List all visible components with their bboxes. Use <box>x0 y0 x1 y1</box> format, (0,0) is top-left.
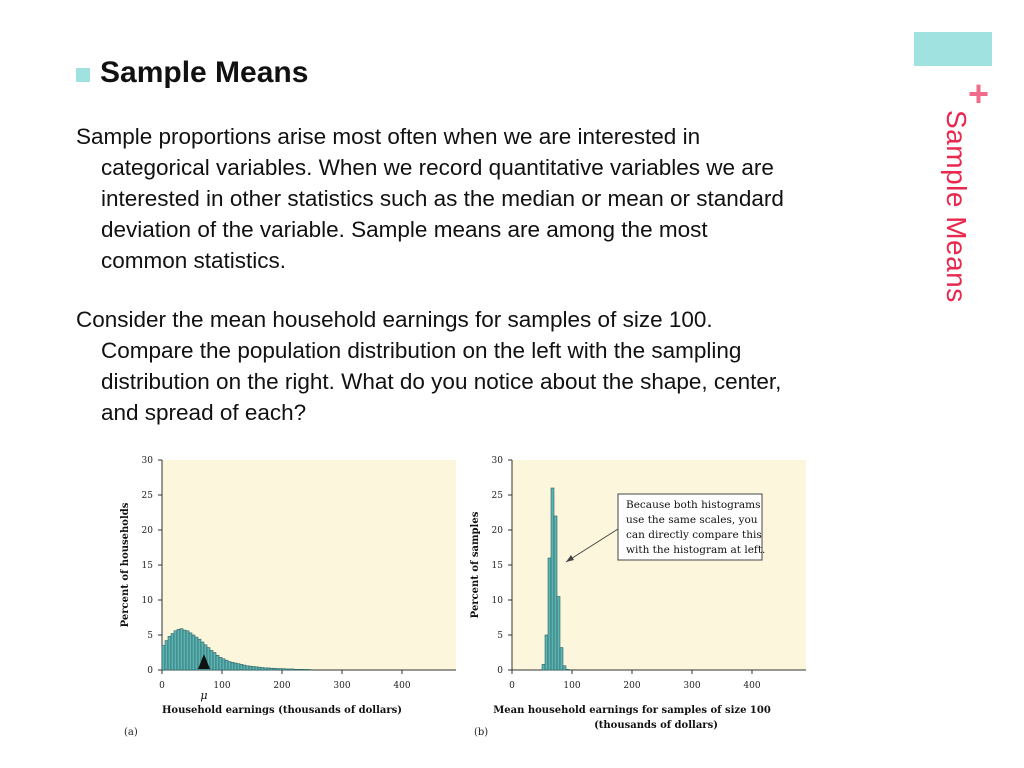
x-tick-label: 100 <box>563 681 581 691</box>
histogram-bar <box>240 664 243 670</box>
plus-icon: + <box>968 73 990 114</box>
sampling-distribution-histogram <box>466 452 811 747</box>
y-axis-label: Percent of samples <box>470 511 481 619</box>
histogram-bar <box>285 669 288 670</box>
y-tick-label: 30 <box>491 456 503 466</box>
x-tick-label: 300 <box>683 681 701 691</box>
histogram-bar <box>545 635 548 670</box>
x-tick-label: 0 <box>159 681 165 691</box>
population-histogram-svg <box>116 452 461 747</box>
histogram-bar <box>294 669 297 670</box>
histogram-bar <box>279 669 282 670</box>
panel-label: (b) <box>474 727 489 738</box>
histogram-bar <box>228 662 231 670</box>
side-title: Sample Means <box>941 110 972 303</box>
histogram-bar <box>306 669 309 670</box>
y-tick-label: 10 <box>141 596 153 606</box>
histogram-bar <box>249 666 252 670</box>
paragraph-sample-proportions <box>76 121 891 276</box>
histogram-bar <box>243 665 246 670</box>
histogram-bar <box>276 669 279 670</box>
histogram-bar <box>231 662 234 670</box>
histogram-bar <box>219 657 222 670</box>
histogram-bar <box>252 667 255 671</box>
y-tick-label: 0 <box>147 666 153 676</box>
plot-area <box>162 460 456 670</box>
square-bullet-icon <box>76 68 90 82</box>
histogram-bar <box>261 668 264 670</box>
histogram-bar <box>560 648 563 670</box>
x-axis-label: Household earnings (thousands of dollars) <box>161 705 403 716</box>
sampling-distribution-svg <box>466 452 811 747</box>
histogram-bar <box>291 669 294 670</box>
histogram-bar <box>216 655 219 670</box>
histogram-bar <box>273 668 276 670</box>
histogram-bar <box>213 653 216 671</box>
histogram-bar <box>189 633 192 670</box>
histogram-bar <box>258 667 261 670</box>
y-tick-label: 5 <box>147 631 153 641</box>
annotation-text-line: Because both histograms <box>626 499 761 511</box>
histogram-bar <box>171 634 174 670</box>
histogram-bar <box>195 637 198 670</box>
panel-label: (a) <box>124 727 138 738</box>
histogram-bar <box>563 666 566 670</box>
mean-marker-label: μ <box>200 689 208 702</box>
x-tick-label: 400 <box>393 681 411 691</box>
y-tick-label: 0 <box>497 666 503 676</box>
paragraph-line: deviation of the variable. Sample means are among the most <box>101 217 708 242</box>
y-tick-label: 5 <box>497 631 503 641</box>
histogram-bar <box>165 641 168 670</box>
y-tick-label: 25 <box>141 491 153 501</box>
histogram-bar <box>186 631 189 670</box>
histogram-bar <box>566 669 569 670</box>
histogram-bar <box>282 669 285 670</box>
paragraph-line: Sample proportions arise most often when we are interested in <box>76 124 701 149</box>
histogram-bar <box>270 668 273 670</box>
histogram-bar <box>300 669 303 670</box>
annotation-text-line: use the same scales, you <box>626 514 758 526</box>
y-tick-label: 10 <box>491 596 503 606</box>
paragraph-line: distribution on the right. What do you notice about the shape, center, <box>101 369 782 394</box>
y-axis-label: Percent of households <box>120 502 131 628</box>
y-tick-label: 20 <box>141 526 153 536</box>
paragraph-line: interested in other statistics such as the median or mean or standard <box>101 186 784 211</box>
histogram-bar <box>246 666 249 670</box>
x-tick-label: 400 <box>743 681 761 691</box>
annotation-text-line: can directly compare this <box>626 529 762 541</box>
heading <box>76 56 308 90</box>
y-tick-label: 30 <box>141 456 153 466</box>
accent-block <box>914 32 992 66</box>
y-tick-label: 15 <box>491 561 503 571</box>
x-tick-label: 200 <box>273 681 291 691</box>
x-tick-label: 200 <box>623 681 641 691</box>
paragraph-consider-mean <box>76 304 891 428</box>
paragraph-line: and spread of each? <box>101 400 307 425</box>
x-axis-label-line2: (thousands of dollars) <box>594 720 718 731</box>
page-title: Sample Means <box>100 56 309 89</box>
histogram-bar <box>180 629 183 670</box>
y-tick-label: 25 <box>491 491 503 501</box>
population-histogram <box>116 452 461 747</box>
histogram-bar <box>210 650 213 670</box>
histogram-bar <box>183 630 186 670</box>
histogram-bar <box>162 646 165 671</box>
y-tick-label: 15 <box>141 561 153 571</box>
x-tick-label: 0 <box>509 681 515 691</box>
histogram-bar <box>548 558 551 670</box>
histogram-bar <box>234 663 237 670</box>
histogram-bar <box>168 636 171 670</box>
x-tick-label: 300 <box>333 681 351 691</box>
histogram-bar <box>288 669 291 670</box>
y-tick-label: 20 <box>491 526 503 536</box>
paragraph-line: common statistics. <box>101 248 287 273</box>
histogram-bar <box>264 668 267 670</box>
histogram-bar <box>237 664 240 670</box>
histogram-bar <box>542 664 545 670</box>
paragraph-line: Consider the mean household earnings for samples of size 100. <box>76 307 713 332</box>
histogram-bar <box>222 659 225 670</box>
annotation-text-line: with the histogram at left. <box>626 544 766 556</box>
x-axis-label: Mean household earnings for samples of size 100 <box>493 705 771 716</box>
histogram-bar <box>225 660 228 670</box>
histogram-bar <box>174 631 177 670</box>
histogram-bar <box>554 516 557 670</box>
histogram-bar <box>557 597 560 671</box>
paragraph-line: Compare the population distribution on the left with the sampling <box>101 338 742 363</box>
histogram-bar <box>255 667 258 670</box>
histogram-bar <box>177 629 180 670</box>
histogram-bar <box>192 635 195 670</box>
paragraph-line: categorical variables. When we record quantitative variables we are <box>101 155 774 180</box>
x-tick-label: 100 <box>213 681 231 691</box>
histogram-bar <box>303 669 306 670</box>
histogram-bar <box>297 669 300 670</box>
histogram-bar <box>551 488 554 670</box>
histogram-bar <box>267 668 270 670</box>
